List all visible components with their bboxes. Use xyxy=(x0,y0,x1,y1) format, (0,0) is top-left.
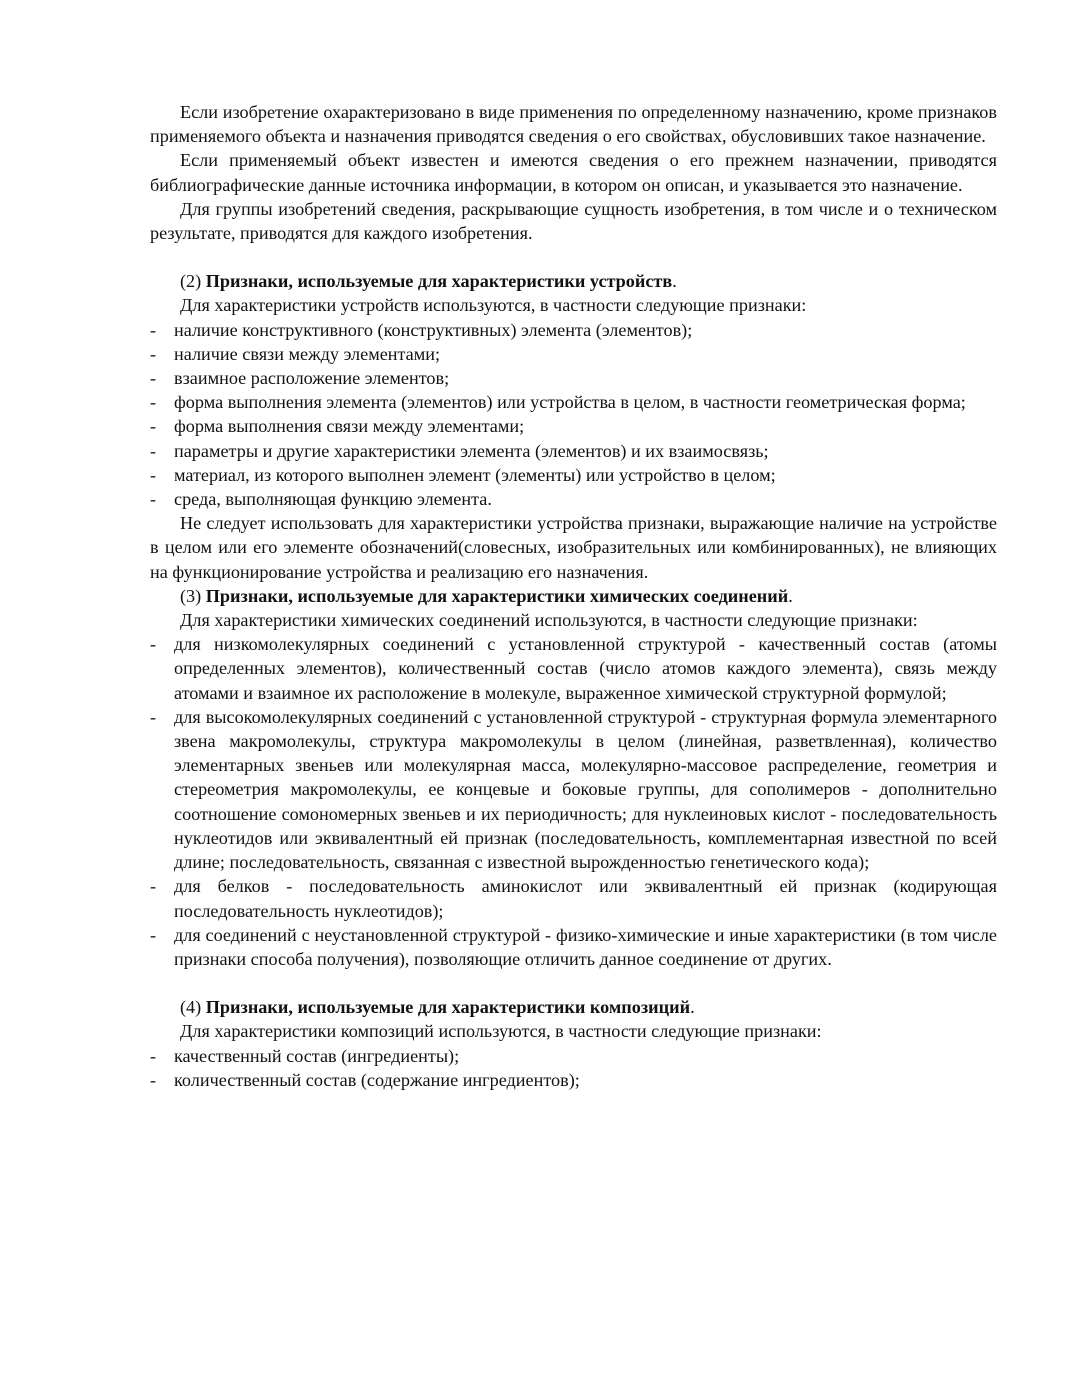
section-2-number: (2) xyxy=(180,271,202,292)
list-item xyxy=(150,318,997,342)
list-item-text: форма выполнения элемента (элементов) или устройства в целом, в частности геометрическая форма; xyxy=(174,392,966,413)
list-item xyxy=(150,705,997,874)
list-item xyxy=(150,874,997,922)
list-item-text: для белков - последовательность аминокислот или эквивалентный ей признак (кодирующая последовательность нуклеотидов); xyxy=(174,876,997,921)
list-item-text: для низкомолекулярных соединений с установленной структурой - качественный состав (атомы определенных элементов), количественный состав (число атомов каждого элемента), связь между атомами и взаимное их расположение в молекуле, выраженное химической структурной формулой; xyxy=(174,634,997,703)
list-dash: - xyxy=(150,924,157,945)
list-dash: - xyxy=(150,440,157,461)
list-item xyxy=(150,414,997,438)
list-item-text: среда, выполняющая функцию элемента. xyxy=(174,489,492,510)
list-item-text: взаимное расположение элементов; xyxy=(174,368,450,389)
list-item-text: для соединений с неустановленной структурой - физико-химические и иные характеристики (в том числе признаки способа получения), позволяющие отличить данное соединение от других. xyxy=(174,924,997,969)
list-item-text: наличие связи между элементами; xyxy=(174,343,441,364)
section-4-lead: Для характеристики композиций используются, в частности следующие признаки: xyxy=(180,1021,822,1042)
section-2-list xyxy=(150,318,997,512)
section-2-period: . xyxy=(672,271,677,292)
intro-paragraph-3: Для группы изобретений сведения, раскрывающие сущность изобретения, в том числе и о техническом результате, приводятся для каждого изобретения. xyxy=(150,198,997,244)
list-item xyxy=(150,366,997,390)
list-dash: - xyxy=(150,416,157,437)
list-item-text: наличие конструктивного (конструктивных) элемента (элементов); xyxy=(174,319,693,340)
section-2-lead: Для характеристики устройств используются, в частности следующие признаки: xyxy=(180,295,807,316)
list-dash: - xyxy=(150,489,157,510)
list-item xyxy=(150,923,997,971)
list-item xyxy=(150,487,997,511)
section-4-period: . xyxy=(690,997,695,1018)
list-dash: - xyxy=(150,464,157,485)
section-3-title: Признаки, используемые для характеристики химических соединений xyxy=(205,585,789,606)
list-dash: - xyxy=(150,392,157,413)
list-item-text: количественный состав (содержание ингредиентов); xyxy=(174,1069,580,1090)
section-4-heading xyxy=(150,995,997,1019)
list-dash: - xyxy=(150,706,157,727)
list-dash: - xyxy=(150,1069,157,1090)
list-dash: - xyxy=(150,343,157,364)
list-item-text: параметры и другие характеристики элемента (элементов) и их взаимосвязь; xyxy=(174,440,769,461)
section-2-note: Не следует использовать для характеристики устройства признаки, выражающие наличие на устройстве в целом или его элементе обозначений(словесных, изобразительных или комбинированных), не влияющих на функционирование устройства и реализацию его назначения. xyxy=(150,513,997,582)
list-item xyxy=(150,342,997,366)
list-item xyxy=(150,632,997,705)
list-dash: - xyxy=(150,319,157,340)
list-item-text: для высокомолекулярных соединений с установленной структурой - структурная формула элементарного звена макромолекулы, структура макромолекулы в целом (линейная, разветвленная), количество элементарных звеньев или молекулярная масса, молекулярно-массовое распределение, геометрия и стереометрия макромолекулы, ее концевые и боковые группы, для сополимеров - дополнительно соотношение сомономерных звеньев и их периодичность; для нуклеиновых кислот - последовательность нуклеотидов или эквивалентный ей признак (последовательность, комплементарная известной по всей длине; последовательность, связанная с известной вырожденностью генетического кода); xyxy=(174,706,997,873)
list-item xyxy=(150,390,997,414)
list-dash: - xyxy=(150,876,157,897)
section-2-title: Признаки, используемые для характеристики устройств xyxy=(205,271,673,292)
section-4-number: (4) xyxy=(180,997,202,1018)
list-dash: - xyxy=(150,1045,157,1066)
section-3-list xyxy=(150,632,997,971)
section-4-list xyxy=(150,1044,997,1092)
section-2-heading xyxy=(150,269,997,293)
intro-paragraph-2: Если применяемый объект известен и имеются сведения о его прежнем назначении, приводятся библиографические данные источника информации, в котором он описан, и указывается это назначение. xyxy=(150,150,997,195)
list-dash: - xyxy=(150,368,157,389)
section-4-title: Признаки, используемые для характеристики композиций xyxy=(205,997,691,1018)
section-3-heading xyxy=(150,584,997,608)
section-3-number: (3) xyxy=(180,585,202,606)
list-item-text: качественный состав (ингредиенты); xyxy=(174,1045,460,1066)
section-3-period: . xyxy=(788,585,793,606)
list-item xyxy=(150,463,997,487)
intro-paragraph-1: Если изобретение охарактеризовано в виде применения по определенному назначению, кроме признаков применяемого объекта и назначения приводятся сведения о его свойствах, обусловивших такое назначение. xyxy=(150,102,997,147)
list-item xyxy=(150,1044,997,1068)
list-item-text: материал, из которого выполнен элемент (элементы) или устройство в целом; xyxy=(174,464,776,485)
section-gap xyxy=(150,245,997,269)
document-page xyxy=(150,100,997,1092)
section-gap xyxy=(150,971,997,995)
list-item-text: форма выполнения связи между элементами; xyxy=(174,416,525,437)
list-item xyxy=(150,1068,997,1092)
section-3-lead: Для характеристики химических соединений используются, в частности следующие признаки: xyxy=(180,610,918,631)
list-item xyxy=(150,439,997,463)
list-dash: - xyxy=(150,634,157,655)
